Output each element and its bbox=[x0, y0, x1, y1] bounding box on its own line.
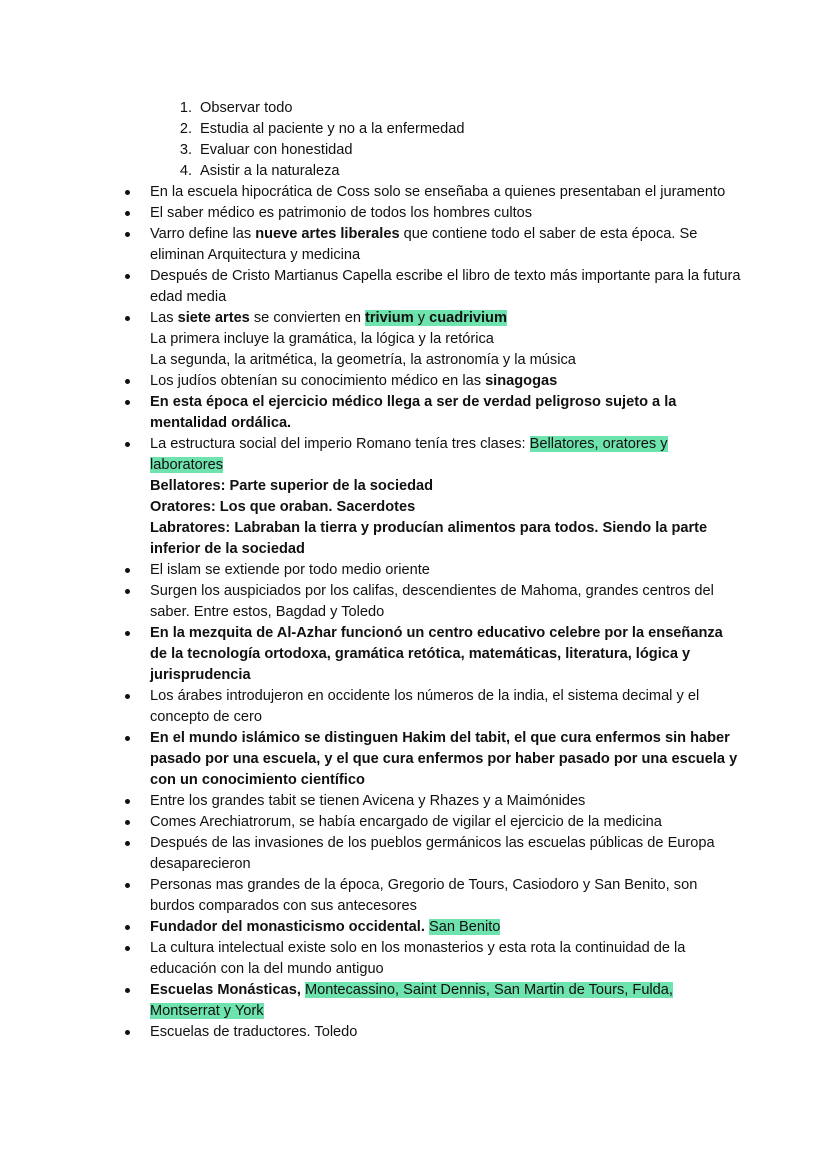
bullet-item bbox=[122, 371, 742, 392]
item-number: 3. bbox=[179, 142, 192, 158]
bullet-list bbox=[122, 182, 742, 1043]
bullet-item bbox=[122, 266, 742, 308]
bullet-item bbox=[122, 728, 742, 791]
bullet-item bbox=[122, 203, 742, 224]
bullet-text: Los judíos obtenían su conocimiento médico en las bbox=[150, 373, 486, 389]
bullet-item bbox=[122, 833, 742, 875]
item-text: Observar todo bbox=[200, 100, 293, 116]
bullet-text: Después de las invasiones de los pueblos germánicos las escuelas públicas de Europa desaparecieron bbox=[150, 835, 715, 872]
highlight-phrase: Montecassino, Saint Dennis, San Martin de Tours, Fulda, Montserrat y York bbox=[150, 982, 673, 1019]
bullet-item bbox=[122, 938, 742, 980]
bold-statement: En la mezquita de Al-Azhar funcionó un centro educativo celebre por la enseñanza de la tecnología ortodoxa, gramática retótica, matemáticas, literatura, lógica y jurisprudencia bbox=[150, 625, 723, 683]
bullet-text: El saber médico es patrimonio de todos los hombres cultos bbox=[150, 205, 533, 221]
bullet-text: La estructura social del imperio Romano tenía tres clases: bbox=[150, 436, 530, 452]
bullet-item bbox=[122, 791, 742, 812]
bold-statement: En esta época el ejercicio médico llega a ser de verdad peligroso sujeto a la mentalidad ordálica. bbox=[150, 394, 677, 431]
bullet-text: Después de Cristo Martianus Capella escribe el libro de texto más importante para la futura edad media bbox=[150, 268, 741, 305]
item-number: 2. bbox=[179, 121, 192, 137]
bullet-subline: Bellatores: Parte superior de la sociedad bbox=[150, 478, 434, 494]
item-text: Asistir a la naturaleza bbox=[200, 163, 340, 179]
bold-term: nueve artes liberales bbox=[255, 226, 400, 242]
item-text: Estudia al paciente y no a la enfermedad bbox=[200, 121, 465, 137]
bullet-text: Los árabes introdujeron en occidente los números de la india, el sistema decimal y el concepto de cero bbox=[150, 688, 700, 725]
bullet-subline: Labratores: Labraban la tierra y producían alimentos para todos. Siendo la parte inferior de la sociedad bbox=[150, 520, 708, 557]
bullet-text: Personas mas grandes de la época, Gregorio de Tours, Casiodoro y San Benito, son burdos comparados con sus antecesores bbox=[150, 877, 698, 914]
bullet-item bbox=[122, 434, 742, 560]
bullet-subline: La segunda, la aritmética, la geometría, la astronomía y la música bbox=[150, 352, 576, 368]
bullet-item bbox=[122, 686, 742, 728]
bullet-text: Las bbox=[150, 310, 178, 326]
bold-term: trivium bbox=[365, 310, 414, 326]
bullet-item bbox=[122, 560, 742, 581]
bold-term: Escuelas Monásticas, bbox=[150, 982, 301, 998]
bullet-item bbox=[122, 182, 742, 203]
item-number: 1. bbox=[179, 100, 192, 116]
bullet-item bbox=[122, 308, 742, 371]
bullet-text: Entre los grandes tabit se tienen Avicena y Rhazes y a Maimónides bbox=[150, 793, 586, 809]
bullet-item bbox=[122, 980, 742, 1022]
bullet-text: En la escuela hipocrática de Coss solo se enseñaba a quienes presentaban el juramento bbox=[150, 184, 726, 200]
numbered-item bbox=[150, 119, 750, 140]
bullet-subline: Oratores: Los que oraban. Sacerdotes bbox=[150, 499, 416, 515]
item-text: Evaluar con honestidad bbox=[200, 142, 353, 158]
bullet-item bbox=[122, 917, 742, 938]
bullet-item bbox=[122, 812, 742, 833]
highlight-text: y bbox=[413, 310, 430, 326]
highlight-phrase: San Benito bbox=[428, 919, 501, 935]
bullet-text: La cultura intelectual existe solo en los monasterios y esta rota la continuidad de la educación con la del mundo antiguo bbox=[150, 940, 686, 977]
bullet-text: Surgen los auspiciados por los califas, descendientes de Mahoma, grandes centros del saber. Entre estos, Bagdad y Toledo bbox=[150, 583, 714, 620]
bold-term: Fundador del monasticismo occidental. bbox=[150, 919, 425, 935]
numbered-item bbox=[150, 140, 750, 161]
bold-term: cuadrivium bbox=[429, 310, 507, 326]
highlight-phrase bbox=[365, 310, 507, 326]
bullet-item bbox=[122, 392, 742, 434]
numbered-item bbox=[150, 98, 750, 119]
highlight-phrase: Bellatores, oratores y laboratores bbox=[150, 436, 668, 473]
bold-statement: En el mundo islámico se distinguen Hakim del tabit, el que cura enfermos sin haber pasado por una escuela, y el que cura enfermos por haber pasado por una escuela y con un conocimiento científico bbox=[150, 730, 738, 788]
bullet-subline: La primera incluye la gramática, la lógica y la retórica bbox=[150, 331, 494, 347]
bullet-text: se convierten en bbox=[249, 310, 366, 326]
bullet-item bbox=[122, 875, 742, 917]
item-number: 4. bbox=[179, 163, 192, 179]
bullet-text: que contiene todo el saber de esta época. Se eliminan Arquitectura y medicina bbox=[150, 226, 698, 263]
bullet-text: Comes Arechiatrorum, se había encargado de vigilar el ejercicio de la medicina bbox=[150, 814, 662, 830]
bullet-text: Varro define las bbox=[150, 226, 256, 242]
bold-term: siete artes bbox=[177, 310, 250, 326]
bullet-text: Escuelas de traductores. Toledo bbox=[150, 1024, 358, 1040]
bullet-item bbox=[122, 581, 742, 623]
bullet-item bbox=[122, 224, 742, 266]
bullet-item bbox=[122, 1022, 742, 1043]
numbered-list bbox=[150, 98, 750, 182]
bullet-text: El islam se extiende por todo medio oriente bbox=[150, 562, 430, 578]
bullet-item bbox=[122, 623, 742, 686]
bold-term: sinagogas bbox=[485, 373, 558, 389]
numbered-item bbox=[150, 161, 750, 182]
